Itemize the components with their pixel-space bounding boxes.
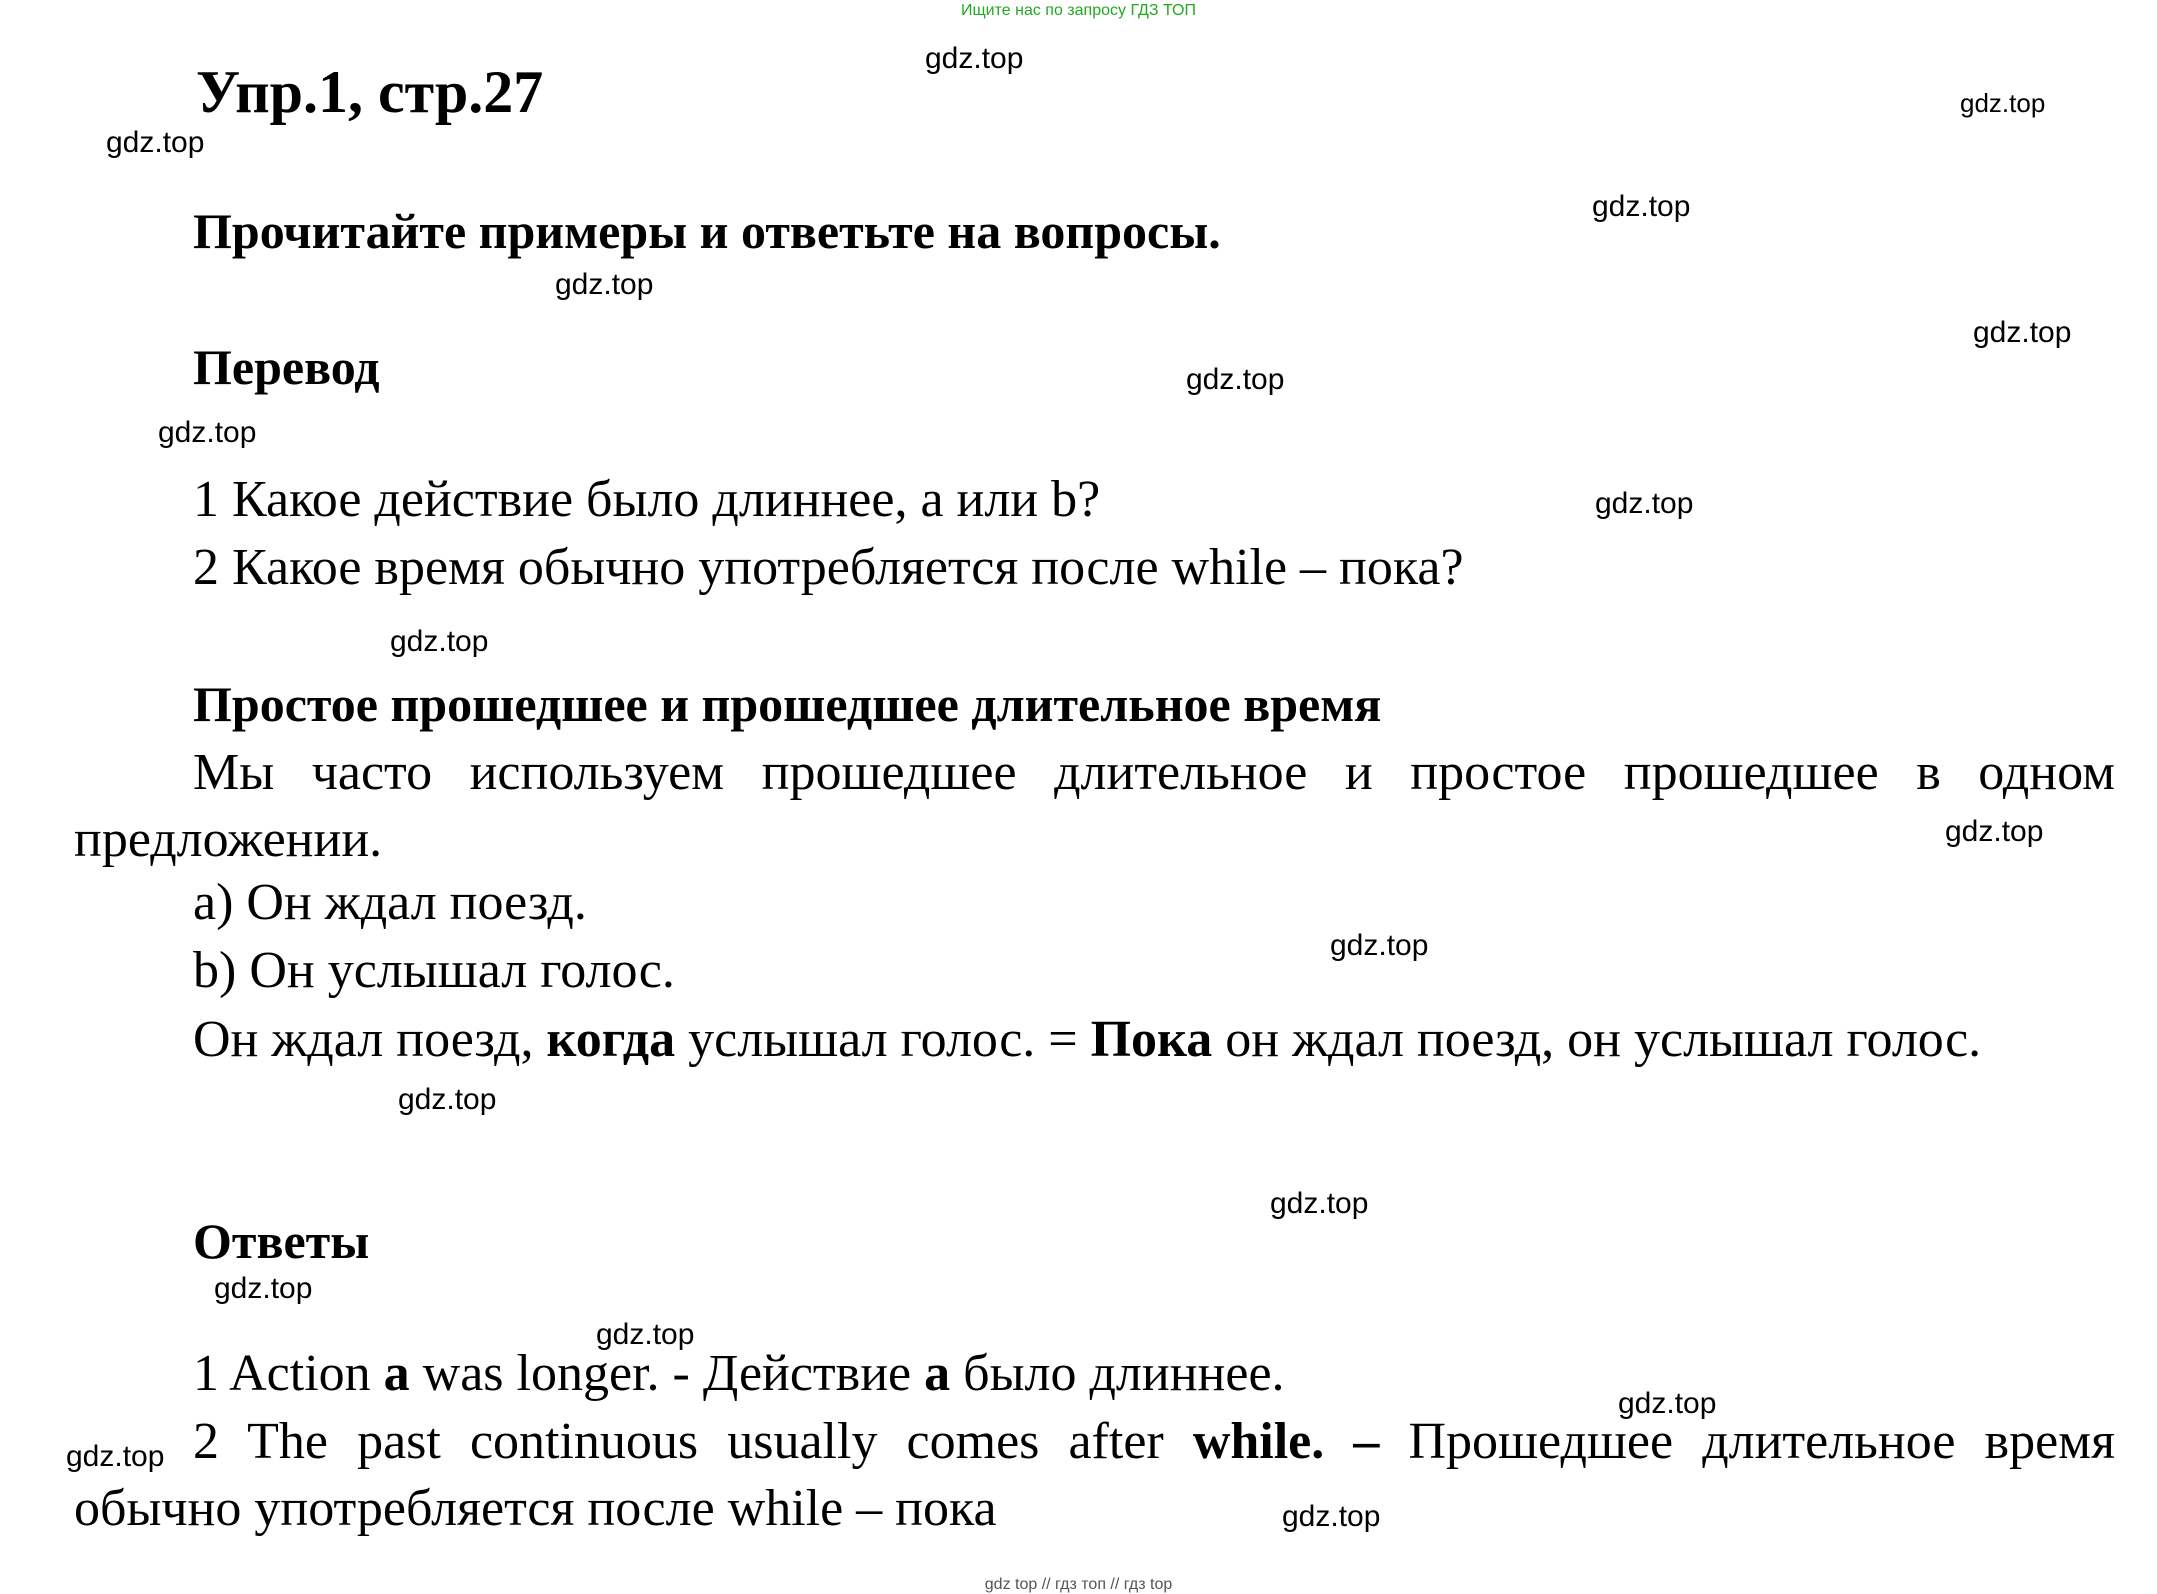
watermark: gdz.top — [1270, 1187, 1369, 1220]
watermark: gdz.top — [596, 1318, 695, 1351]
rule-heading: Простое прошедшее и прошедшее длительное время — [193, 676, 1382, 732]
watermark: gdz.top — [106, 126, 205, 159]
watermark: gdz.top — [1960, 88, 2046, 118]
answer-1: 1 Action a was longer. - Действие a было длиннее. — [193, 1345, 1285, 1402]
watermark: gdz.top — [1592, 190, 1691, 223]
task-instruction: Прочитайте примеры и ответьте на вопросы. — [193, 203, 1221, 259]
combined-sentence: Он ждал поезд, когда услышал голос. = Пока он ждал поезд, он услышал голос. — [193, 1011, 1982, 1068]
watermark: gdz.top — [1330, 929, 1429, 962]
watermark: gdz.top — [390, 625, 489, 658]
question-2: 2 Какое время обычно употребляется после while – пока? — [193, 539, 1464, 596]
answer-2: 2 The past continuous usually comes after while. – Прошедшее длительное время обычно употребляется после while – пока — [74, 1413, 2115, 1537]
watermark: gdz.top — [1618, 1387, 1717, 1420]
watermark: gdz.top — [214, 1272, 313, 1305]
search-banner: Ищите нас по запросу ГДЗ ТОП — [961, 2, 1196, 19]
watermark: gdz.top — [66, 1440, 165, 1473]
exercise-title: Упр.1, стр.27 — [196, 59, 544, 125]
watermark: gdz.top — [1595, 487, 1694, 520]
watermark: gdz.top — [1945, 815, 2044, 848]
watermark: gdz.top — [1186, 363, 1285, 396]
question-1: 1 Какое действие было длиннее, a или b? — [193, 471, 1101, 528]
watermark: gdz.top — [1973, 316, 2072, 349]
watermark: gdz.top — [398, 1083, 497, 1116]
example-a: a) Он ждал поезд. — [193, 874, 587, 931]
footer-watermark: gdz top // гдз топ // гдз top — [984, 1576, 1173, 1593]
watermark: gdz.top — [158, 416, 257, 449]
translation-heading: Перевод — [193, 339, 380, 395]
example-b: b) Он услышал голос. — [193, 942, 675, 999]
watermark: gdz.top — [925, 42, 1024, 75]
rule-paragraph: Мы часто используем прошедшее длительное и простое прошедшее в одном предложении. — [74, 744, 2115, 868]
watermark: gdz.top — [555, 268, 654, 301]
watermark: gdz.top — [1282, 1500, 1381, 1533]
answers-heading: Ответы — [193, 1213, 370, 1269]
